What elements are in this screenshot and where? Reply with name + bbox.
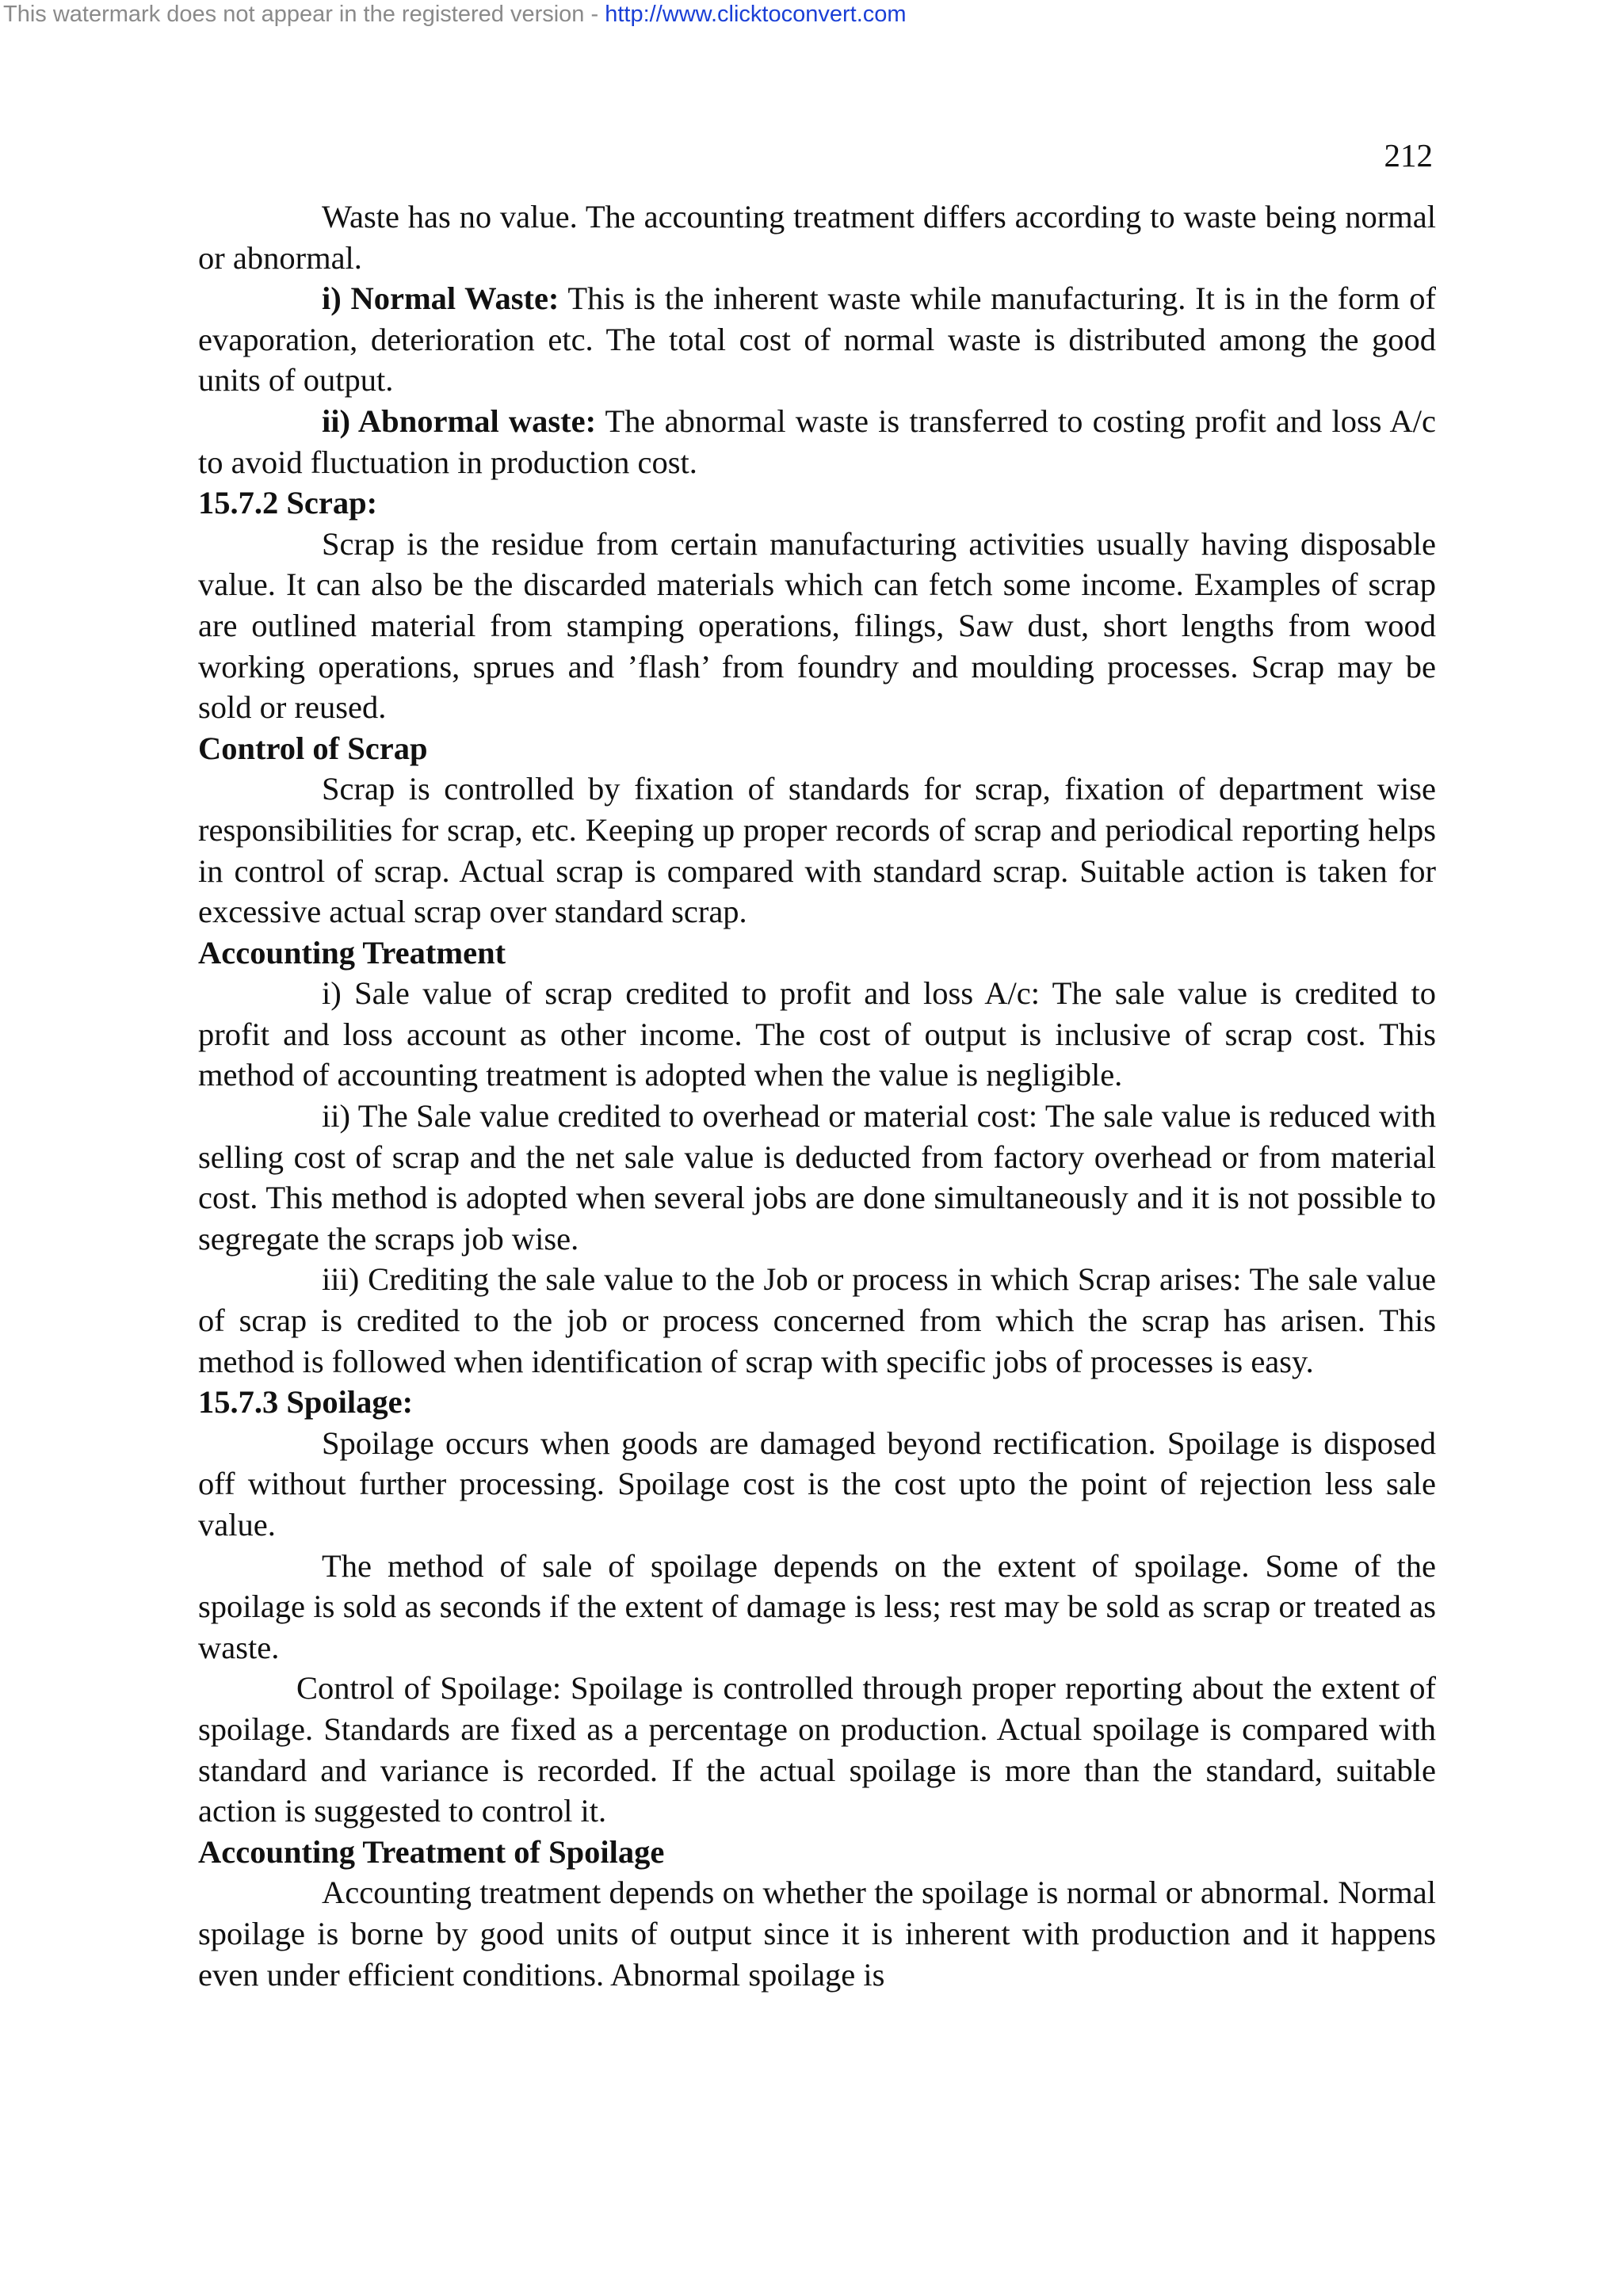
heading-control-of-scrap: Control of Scrap [198, 730, 428, 766]
paragraph-waste-intro: Waste has no value. The accounting treatment differs according to waste being normal or abnormal. [198, 199, 1436, 276]
abnormal-waste-label: ii) Abnormal waste: [322, 402, 597, 439]
paragraph-spoilage-control: Control of Spoilage: Spoilage is controlled through proper reporting about the extent of spoilage. Standards are fixed as a percentage on production. Actual spoilage is compared with standard and variance is recorded. If the actual spoilage is more than the standard, suitable action is suggested to control it. [198, 1670, 1436, 1829]
heading-accounting-treatment-spoilage: Accounting Treatment of Spoilage [198, 1833, 665, 1870]
paragraph-scrap-treatment-3: iii) Crediting the sale value to the Job or process in which Scrap arises: The sale value of scrap is credited to the job or process concerned from which the scrap has arisen. This method is followed when identification of scrap with specific jobs of processes is easy. [198, 1261, 1436, 1379]
heading-scrap: 15.7.2 Scrap: [198, 485, 378, 521]
normal-waste-label: i) Normal Waste: [322, 280, 559, 317]
watermark-text: This watermark does not appear in the registered version - [3, 2, 605, 27]
page-body [198, 196, 1436, 1995]
heading-accounting-treatment: Accounting Treatment [198, 934, 506, 971]
paragraph-scrap-control: Scrap is controlled by fixation of standards for scrap, fixation of department wise responsibilities for scrap, etc. Keeping up proper records of scrap and periodical reporting helps in control of scrap. Actual scrap is compared with standard scrap. Suitable action is taken for excessive actual scrap over standard scrap. [198, 771, 1436, 930]
abnormal-waste-text: The abnormal waste is transferred to costing profit and loss A/c to avoid fluctuation in production cost. [198, 402, 1436, 480]
paragraph-spoilage-sale: The method of sale of spoilage depends on the extent of spoilage. Some of the spoilage is sold as seconds if the extent of damage is less; rest may be sold as scrap or treated as waste. [198, 1547, 1436, 1665]
watermark-notice [3, 0, 907, 29]
paragraph-spoilage-definition: Spoilage occurs when goods are damaged beyond rectification. Spoilage is disposed off without further processing. Spoilage cost is the cost upto the point of rejection less sale value. [198, 1425, 1436, 1543]
page-number: 212 [1384, 137, 1433, 174]
paragraph-abnormal-waste [198, 401, 1436, 482]
paragraph-spoilage-treatment: Accounting treatment depends on whether the spoilage is normal or abnormal. Normal spoilage is borne by good units of output since it is inherent with production and it happens even under efficient conditions. Abnormal spoilage is [198, 1875, 1436, 1993]
heading-spoilage: 15.7.3 Spoilage: [198, 1384, 414, 1421]
paragraph-normal-waste [198, 278, 1436, 401]
paragraph-scrap-definition: Scrap is the residue from certain manufacturing activities usually having disposable value. It can also be the discarded materials which can fetch some income. Examples of scrap are outlined material from stamping operations, filings, Saw dust, short lengths from wood working operations, sprues and ’flash’ from foundry and moulding processes. Scrap may be sold or reused. [198, 525, 1436, 726]
normal-waste-text: This is the inherent waste while manufacturing. It is in the form of evaporation, deterioration etc. The total cost of normal waste is distributed among the good units of output. [198, 280, 1436, 399]
paragraph-scrap-treatment-2: ii) The Sale value credited to overhead or material cost: The sale value is reduced with selling cost of scrap and the net sale value is deducted from factory overhead or from material cost. This method is adopted when several jobs are done simultaneously and it is not possible to segregate the scraps job wise. [198, 1098, 1436, 1257]
watermark-link[interactable]: http://www.clicktoconvert.com [605, 2, 907, 27]
paragraph-scrap-treatment-1: i) Sale value of scrap credited to profit and loss A/c: The sale value is credited to profit and loss account as other income. The cost of output is inclusive of scrap cost. This method of accounting treatment is adopted when the value is negligible. [198, 975, 1436, 1093]
